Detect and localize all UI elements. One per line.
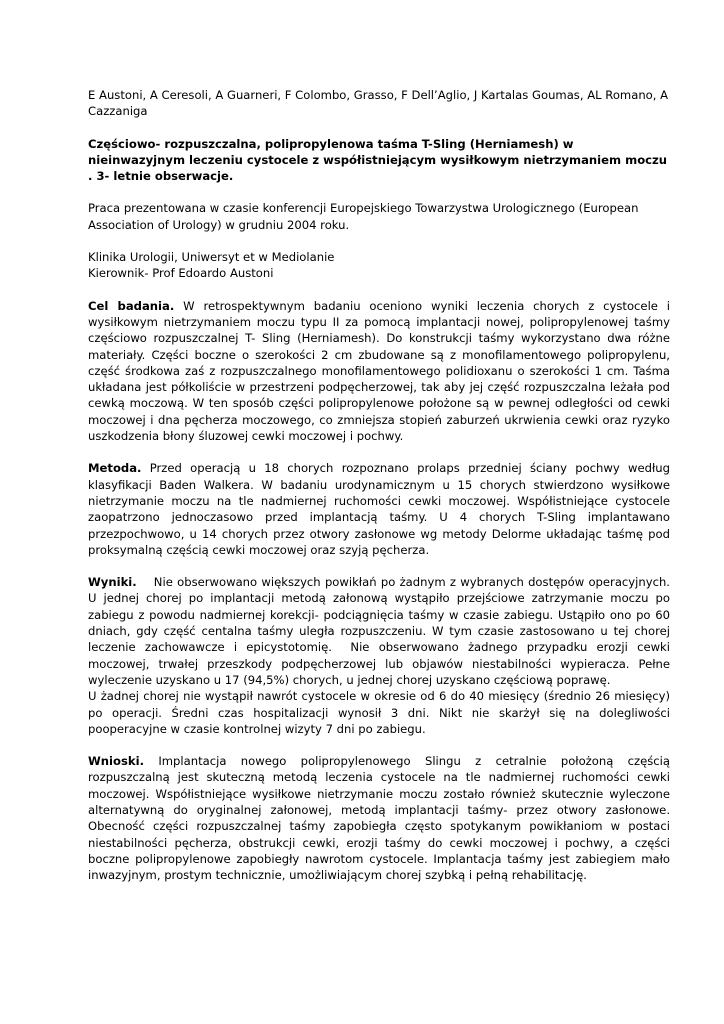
document-page	[88, 87, 674, 899]
clinic-info	[88, 249, 670, 282]
section-metoda	[88, 460, 670, 558]
section-text-metoda: Przed operacją u 18 chorych rozpoznano prolaps przedniej ściany pochwy według klasyfikacji Baden Walkera. W badaniu urodynamicznym u 15 chorych stwierdzono wysiłkowe nietrzymanie moczu na tle nadmiernej ruchomości cewki moczowej. Współistniejące cystocele zaopatrzono jednoczasowo przed implantacją taśmy. U 4 chorych T-Sling implantawano przezpochwowo, u 14 chorych przez otwory zasłonowe wg metody Delorme układając taśmę pod proksymalną częścią cewki moczowej oraz szyją pęcherza.	[88, 461, 670, 557]
section-heading-cel: Cel badania.	[88, 298, 175, 313]
clinic-name: Klinika Urologii, Uniwersyt et w Mediolanie	[88, 250, 335, 265]
section-heading-wyniki: Wyniki.	[88, 575, 137, 590]
presentation-note: Praca prezentowana w czasie konferencji Europejskiego Towarzystwa Urologicznego (European Association of Urology) w grudniu 2004 roku.	[88, 201, 639, 232]
section-text-wnioski: Implantacja nowego polipropylenowego Slingu z cetralnie położoną częścią rozpuszczalną jest skuteczną metodą leczenia cystocele na tle nadmiernej ruchomości cewki moczowej. Współistniejące wysiłkowe nietrzymanie moczu zostało również skutecznie wyleczone alternatywną do oryginalnej załonowej, metodą implantacji taśmy- przez otwory zasłonowe. Obecność części rozpuszczalnej taśmy zapobiegła często spotykanym powikłaniom w postaci niestabilności pęcherza, obstrukcji cewki, erozji taśmy do cewki moczowej i pochwy, a części boczne polipropylenowe zapobiegły nawrotom cystocele. Implantacja taśmy jest zabiegiem mało inwazyjnym, prostym technicznie, umożliwiającym chorej szybką i pełną rehabilitację.	[88, 754, 670, 883]
author-list: E Austoni, A Ceresoli, A Guarneri, F Colombo, Grasso, F Dell’Aglio, J Kartalas Goumas, AL Romano, A Cazzaniga	[88, 88, 669, 119]
section-wyniki	[88, 574, 674, 737]
section-text-cel: W retrospektywnym badaniu oceniono wyniki leczenia chorych z cystocele i wysiłkowym nietrzymaniem moczu typu II za pomocą implantacji nowej, polipropylenowej taśmy częściowo rozpuszczalnej T- Sling (Herniamesh). Do konstrukcji taśmy wykorzystano dwa różne materiały. Części boczne o szerokości 2 cm zbudowane są z monofilamentowego polipropylenu, część środkowa zaś z rozpuszczalnego monofilamentowego polidioxanu o szerokości 1 cm. Taśma układana jest półkoliście w przestrzeni podpęcherzowej, tak aby jej część rozpuszczalna leżała pod cewką moczową. W ten sposób części polipropylenowe położone są w pewnej odległości od cewki moczowej i dna pęcherza moczowego, co zmniejsza stopień zaburzeń ukrwienia cewki oraz ryzyko uszkodzenia błony śluzowej cewki moczowej i pochwy.	[88, 298, 670, 444]
section-wnioski	[88, 753, 670, 883]
section-heading-wnioski: Wnioski.	[88, 754, 144, 769]
clinic-head: Kierownik- Prof Edoardo Austoni	[88, 266, 274, 281]
section-cel-badania	[88, 298, 670, 445]
section-text-wyniki: Nie obserwowano większych powikłań po żadnym z wybranych dostępów operacyjnych. U jednej chorej po implantacji metodą załonową wystąpiło przejściowe zatrzymanie moczu po zabiegu z powodu nadmiernej korekcji- podciągnięcia taśmy w czasie zabiegu. Ustąpiło ono po 60 dniach, gdy część centalna taśmy uległa rozpuszczeniu. W tym czasie zastosowano u tej chorej leczenie zachowawcze i epicystotomię. Nie obserwowano żadnego przypadku erozji cewki moczowej, trwałej przeszkody podpęcherzowej lub objawów niestabilności wypieracza. Pełne wyleczenie uzyskano u 17 (94,5%) chorych, u jednej chorej uzyskano częściową poprawę.	[88, 575, 674, 687]
section-heading-metoda: Metoda.	[88, 461, 142, 476]
section-text-wyniki-2: U żadnej chorej nie wystąpił nawrót cystocele w okresie od 6 do 40 miesięcy (średnio 26 miesięcy) po operacji. Średni czas hospitalizacji wynosił 3 dni. Nikt nie skarżył się na dolegliwości pooperacyjne w czasie kontrolnej wizyty 7 dni po zabiegu.	[88, 689, 670, 736]
paper-title: Częściowo- rozpuszczalna, polipropylenowa taśma T-Sling (Herniamesh) w nieinwazyjnym leczeniu cystocele z współistniejącym wysiłkowym nietrzymaniem moczu . 3- letnie obserwacje.	[88, 136, 668, 184]
